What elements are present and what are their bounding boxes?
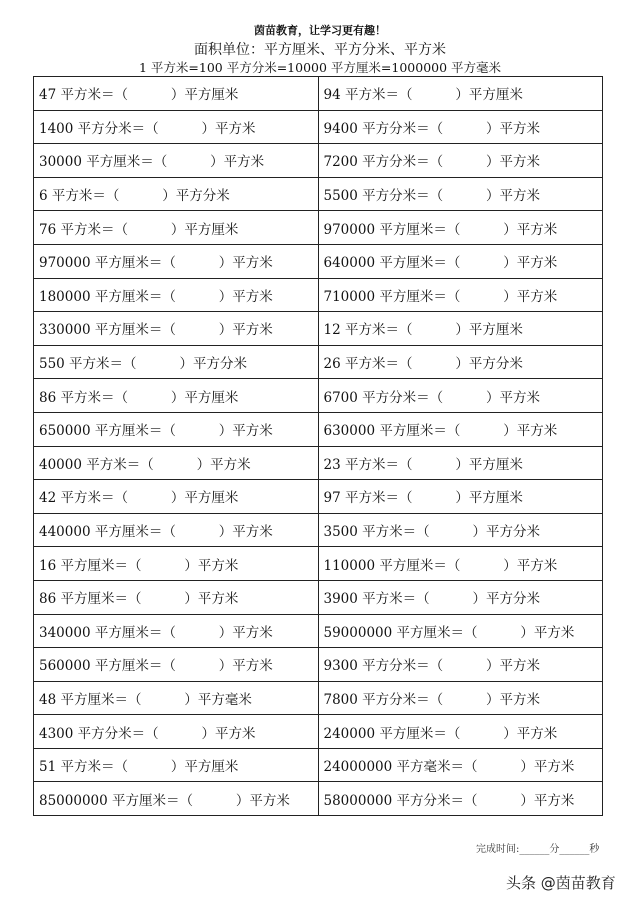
exercise-text: 42 平方米＝（ ）平方厘米 xyxy=(39,490,239,507)
exercise-cell-right xyxy=(318,547,603,581)
exercise-cell-left xyxy=(34,446,319,480)
exercise-row xyxy=(34,513,603,547)
exercise-cell-left xyxy=(34,110,319,144)
exercise-text: 86 平方米＝（ ）平方厘米 xyxy=(39,389,239,406)
exercise-text: 12 平方米＝（ ）平方厘米 xyxy=(323,322,523,339)
exercise-row xyxy=(34,312,603,346)
exercise-row xyxy=(34,177,603,211)
exercise-text: 24000000 平方毫米＝（ ）平方米 xyxy=(323,759,575,776)
exercise-cell-left xyxy=(34,782,319,816)
exercise-cell-right xyxy=(318,379,603,413)
exercise-row xyxy=(34,580,603,614)
exercise-cell-left xyxy=(34,244,319,278)
exercise-cell-left xyxy=(34,144,319,178)
exercise-row xyxy=(34,648,603,682)
exercise-text: 3500 平方米＝（ ）平方分米 xyxy=(323,524,541,541)
exercise-cell-right xyxy=(318,412,603,446)
exercise-cell-left xyxy=(34,614,319,648)
exercise-cell-right xyxy=(318,177,603,211)
worksheet-title: 面积单位：平方厘米、平方分米、平方米 xyxy=(194,42,446,58)
exercise-cell-right xyxy=(318,312,603,346)
exercise-cell-right xyxy=(318,480,603,514)
watermark-text: 头条 @茵苗教育 xyxy=(506,874,616,892)
exercise-text: 5500 平方分米＝（ ）平方米 xyxy=(323,188,541,205)
exercise-text: 48 平方厘米＝（ ）平方毫米 xyxy=(39,691,252,708)
exercise-text: 23 平方米＝（ ）平方厘米 xyxy=(323,456,523,473)
exercise-cell-left xyxy=(34,312,319,346)
exercise-text: 3900 平方米＝（ ）平方分米 xyxy=(323,591,541,608)
exercise-text: 710000 平方厘米＝（ ）平方米 xyxy=(323,288,558,305)
exercise-text: 16 平方厘米＝（ ）平方米 xyxy=(39,557,239,574)
exercise-text: 40000 平方米＝（ ）平方米 xyxy=(39,456,251,473)
exercise-cell-right xyxy=(318,110,603,144)
exercise-row xyxy=(34,77,603,111)
exercise-cell-right xyxy=(318,244,603,278)
exercise-text: 1400 平方分米＝（ ）平方米 xyxy=(39,120,256,137)
exercise-row xyxy=(34,547,603,581)
exercise-text: 560000 平方厘米＝（ ）平方米 xyxy=(39,658,273,675)
exercise-cell-left xyxy=(34,412,319,446)
exercise-text: 58000000 平方分米＝（ ）平方米 xyxy=(323,792,575,809)
exercise-cell-right xyxy=(318,77,603,111)
exercise-cell-left xyxy=(34,77,319,111)
exercise-cell-right xyxy=(318,211,603,245)
brand-slogan: 茵苗教育，让学习更有趣！ xyxy=(254,24,386,37)
exercise-cell-right xyxy=(318,782,603,816)
exercise-row xyxy=(34,782,603,816)
exercise-text: 330000 平方厘米＝（ ）平方米 xyxy=(39,322,273,339)
exercise-row xyxy=(34,614,603,648)
exercise-cell-left xyxy=(34,211,319,245)
exercise-cell-left xyxy=(34,480,319,514)
exercise-text: 85000000 平方厘米＝（ ）平方米 xyxy=(39,792,290,809)
exercise-row xyxy=(34,480,603,514)
exercise-cell-left xyxy=(34,379,319,413)
exercise-text: 630000 平方厘米＝（ ）平方米 xyxy=(323,423,558,440)
exercise-cell-left xyxy=(34,177,319,211)
exercise-text: 970000 平方厘米＝（ ）平方米 xyxy=(323,221,558,238)
exercise-cell-left xyxy=(34,580,319,614)
exercise-cell-right xyxy=(318,715,603,749)
exercise-cell-left xyxy=(34,748,319,782)
exercise-text: 76 平方米＝（ ）平方厘米 xyxy=(39,221,239,238)
exercise-text: 340000 平方厘米＝（ ）平方米 xyxy=(39,624,273,641)
exercise-text: 550 平方米＝（ ）平方分米 xyxy=(39,356,247,373)
exercise-row xyxy=(34,345,603,379)
exercise-cell-right xyxy=(318,345,603,379)
exercise-text: 6700 平方分米＝（ ）平方米 xyxy=(323,389,541,406)
exercise-cell-right xyxy=(318,144,603,178)
exercise-text: 51 平方米＝（ ）平方厘米 xyxy=(39,759,239,776)
exercise-row xyxy=(34,412,603,446)
exercise-cell-left xyxy=(34,648,319,682)
exercise-cell-right xyxy=(318,278,603,312)
exercise-text: 97 平方米＝（ ）平方厘米 xyxy=(323,490,523,507)
exercise-row xyxy=(34,144,603,178)
exercise-table-body xyxy=(34,77,603,816)
exercise-text: 640000 平方厘米＝（ ）平方米 xyxy=(323,255,558,272)
exercise-text: 440000 平方厘米＝（ ）平方米 xyxy=(39,524,273,541)
exercise-table xyxy=(33,76,603,816)
exercise-row xyxy=(34,244,603,278)
exercise-cell-left xyxy=(34,547,319,581)
exercise-text: 4300 平方分米＝（ ）平方米 xyxy=(39,725,256,742)
exercise-text: 59000000 平方厘米＝（ ）平方米 xyxy=(323,624,575,641)
exercise-cell-right xyxy=(318,580,603,614)
exercise-text: 970000 平方厘米＝（ ）平方米 xyxy=(39,255,273,272)
exercise-text: 94 平方米＝（ ）平方厘米 xyxy=(323,87,523,104)
exercise-cell-right xyxy=(318,513,603,547)
exercise-cell-left xyxy=(34,513,319,547)
exercise-row xyxy=(34,110,603,144)
exercise-row xyxy=(34,681,603,715)
exercise-cell-left xyxy=(34,345,319,379)
exercise-text: 7800 平方分米＝（ ）平方米 xyxy=(323,691,541,708)
exercise-text: 47 平方米＝（ ）平方厘米 xyxy=(39,87,239,104)
exercise-row xyxy=(34,211,603,245)
completion-time: 完成时间:______分______秒 xyxy=(476,844,600,855)
exercise-text: 650000 平方厘米＝（ ）平方米 xyxy=(39,423,273,440)
exercise-cell-right xyxy=(318,446,603,480)
exercise-cell-left xyxy=(34,278,319,312)
exercise-row xyxy=(34,278,603,312)
exercise-cell-right xyxy=(318,614,603,648)
exercise-cell-right xyxy=(318,681,603,715)
conversion-formula: 1 平方米=100 平方分米=10000 平方厘米=1000000 平方毫米 xyxy=(138,60,502,75)
exercise-cell-right xyxy=(318,648,603,682)
exercise-text: 86 平方厘米＝（ ）平方米 xyxy=(39,591,239,608)
exercise-cell-left xyxy=(34,715,319,749)
exercise-text: 180000 平方厘米＝（ ）平方米 xyxy=(39,288,273,305)
exercise-text: 7200 平方分米＝（ ）平方米 xyxy=(323,154,541,171)
exercise-text: 110000 平方厘米＝（ ）平方米 xyxy=(323,557,558,574)
exercise-text: 9300 平方分米＝（ ）平方米 xyxy=(323,658,541,675)
exercise-text: 6 平方米＝（ ）平方分米 xyxy=(39,188,230,205)
exercise-row xyxy=(34,446,603,480)
exercise-row xyxy=(34,715,603,749)
exercise-text: 240000 平方厘米＝（ ）平方米 xyxy=(323,725,558,742)
exercise-cell-left xyxy=(34,681,319,715)
exercise-cell-right xyxy=(318,748,603,782)
exercise-row xyxy=(34,379,603,413)
exercise-text: 26 平方米＝（ ）平方分米 xyxy=(323,356,523,373)
exercise-text: 9400 平方分米＝（ ）平方米 xyxy=(323,120,541,137)
exercise-text: 30000 平方厘米＝（ ）平方米 xyxy=(39,154,265,171)
exercise-row xyxy=(34,748,603,782)
